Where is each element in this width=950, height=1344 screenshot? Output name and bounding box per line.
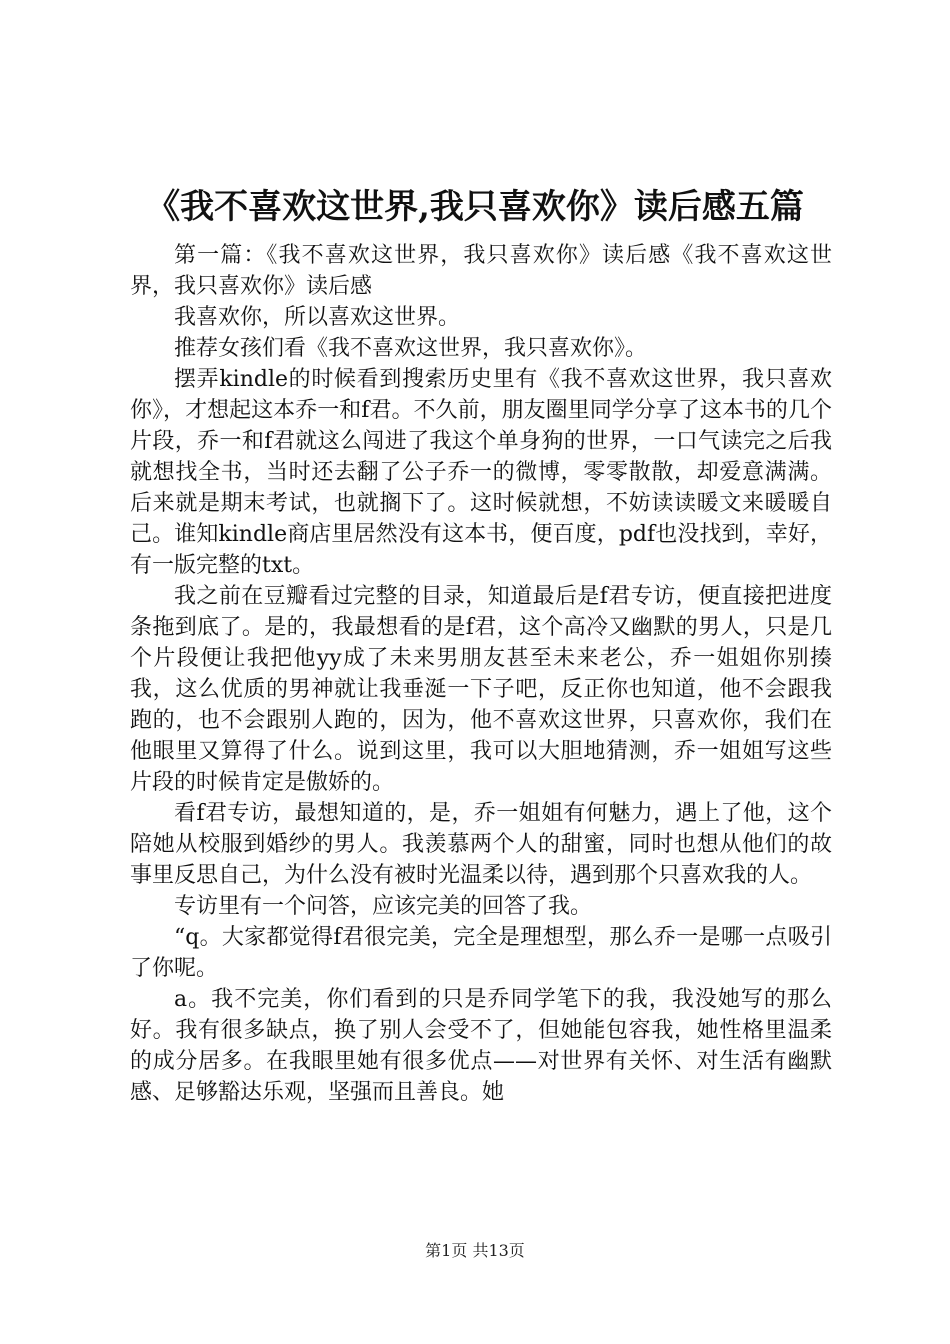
paragraph: 看f君专访，最想知道的，是，乔一姐姐有何魅力，遇上了他，这个陪她从校服到婚纱的男人。我羡慕两个人的甜蜜，同时也想从他们的故事里反思自己，为什么没有被时光温柔以待，遇到那个只喜欢我的人。 [130,801,832,888]
paragraph: a。我不完美，你们看到的只是乔同学笔下的我，我没她写的那么好。我有很多缺点，换了别人会受不了，但她能包容我，她性格里温柔的成分居多。在我眼里她有很多优点——对世界有关怀、对生活有幽默感、足够豁达乐观，坚强而且善良。她 [130,987,832,1105]
paragraph: 我之前在豆瓣看过完整的目录，知道最后是f君专访，便直接把进度条拖到底了。是的，我最想看的是f君，这个高冷又幽默的男人，只是几个片段便让我把他yy成了未来男朋友甚至未来老公，乔一姐姐你别揍我，这么优质的男神就让我垂涎一下子吧，反正你也知道，他不会跟我跑的，也不会跟别人跑的，因为，他不喜欢这世界，只喜欢你，我们在他眼里又算得了什么。说到这里，我可以大胆地猜测，乔一姐姐写这些片段的时候肯定是傲娇的。 [130,584,832,795]
paragraph: 我喜欢你，所以喜欢这世界。 [174,305,461,330]
document-body [130,240,832,1108]
page-footer: 第1页 共13页 [425,1241,525,1260]
paragraph: 第一篇：《我不喜欢这世界，我只喜欢你》读后感《我不喜欢这世界，我只喜欢你》读后感 [130,243,832,299]
paragraph: 摆弄kindle的时候看到搜索历史里有《我不喜欢这世界，我只喜欢你》，才想起这本乔一和f君。不久前，朋友圈里同学分享了这本书的几个片段，乔一和f君就这么闯进了我这个单身狗的世界，一口气读完之后我就想找全书，当时还去翻了公子乔一的微博，零零散散，却爱意满满。后来就是期末考试，也就搁下了。这时候就想，不妨读读暖文来暖暖自己。谁知kindle商店里居然没有这本书，便百度，pdf也没找到，幸好，有一版完整的txt。 [130,367,832,578]
paragraph: 推荐女孩们看《我不喜欢这世界，我只喜欢你》。 [174,336,648,361]
paragraph: “q。大家都觉得f君很完美，完全是理想型，那么乔一是哪一点吸引了你呢。 [130,925,832,981]
paragraph: 专访里有一个问答，应该完美的回答了我。 [174,894,593,919]
document-title: 《我不喜欢这世界,我只喜欢你》读后感五篇 [146,187,804,227]
